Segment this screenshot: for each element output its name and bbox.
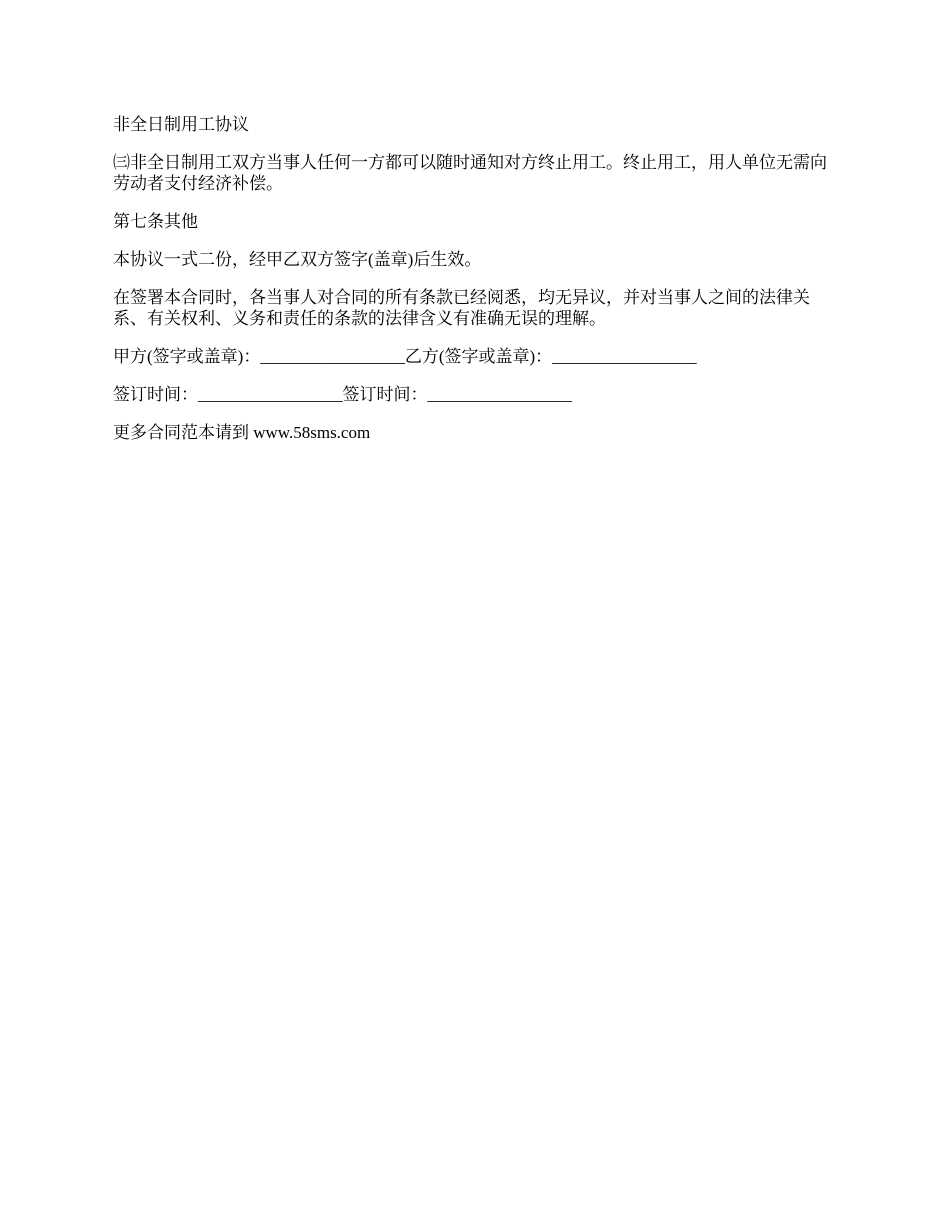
signing-date-line: 签订时间：_________________签订时间：_________________ [113,385,572,404]
termination-clause: ㈢非全日制用工双方当事人任何一方都可以随时通知对方终止用工。终止用工，用人单位无需向劳动者支付经济补偿。 [113,153,827,193]
signature-line: 甲方(签字或盖章)：_________________乙方(签字或盖章)：_________________ [113,347,697,366]
copies-clause: 本协议一式二份，经甲乙双方签字(盖章)后生效。 [113,250,482,269]
agreement-heading: 非全日制用工协议 [113,115,249,134]
footer-website-note: 更多合同范本请到 www.58sms.com [113,423,371,442]
document-body [113,114,843,460]
article-seven-title: 第七条其他 [113,212,198,231]
acknowledgement-clause: 在签署本合同时，各当事人对合同的所有条款已经阅悉，均无异议，并对当事人之间的法律关系、有关权利、义务和责任的条款的法律含义有准确无误的理解。 [113,288,810,328]
